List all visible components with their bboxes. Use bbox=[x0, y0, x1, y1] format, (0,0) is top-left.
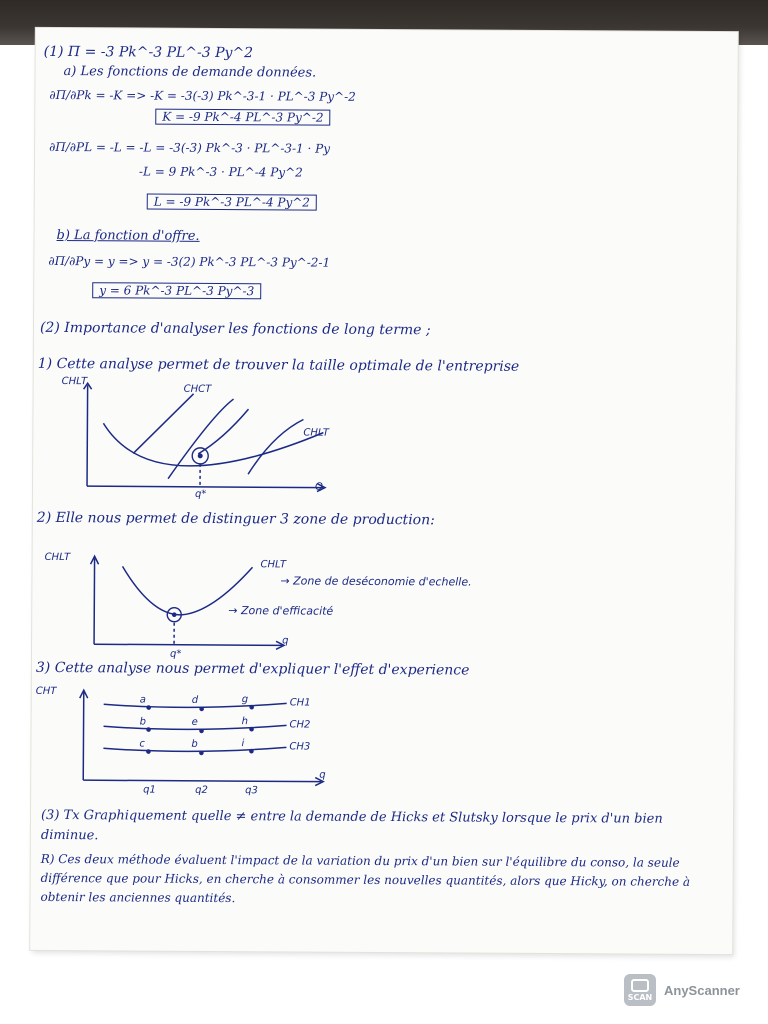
g3-curve-label-3: CH3 bbox=[289, 741, 311, 753]
g3-x-tick-q2: q2 bbox=[195, 784, 208, 796]
q2-point1: 1) Cette analyse permet de trouver la taille optimale de l'entreprise bbox=[37, 355, 520, 375]
q1-b-title: b) La fonction d'offre. bbox=[56, 227, 200, 244]
g1-srac-curve-2 bbox=[168, 399, 233, 479]
q3-answer: R) Ces deux méthode évaluent l'impact de la variation du prix d'un bien sur l'équilibre du conso, la seule différence que pour Hicks, en cherche à consommer les nouvelles quantités, alors que Hicky, on cherche à obtenir les anciennes quantités. bbox=[40, 851, 691, 906]
g3-x-tick-q3: q3 bbox=[245, 785, 258, 797]
g2-x-label: q bbox=[282, 635, 289, 647]
g3-point-label-i: i bbox=[241, 738, 245, 750]
q2-point3: 3) Cette analyse nous permet d'expliquer l'effet d'experience bbox=[35, 659, 470, 679]
g1-x-label: Q bbox=[314, 481, 323, 493]
g1-average-cost-graph bbox=[73, 383, 354, 515]
g2-zone-efficiency: → Zone d'efficacité bbox=[228, 604, 334, 618]
g2-y-label: CHLT bbox=[44, 551, 71, 564]
g3-point-label-c: c bbox=[139, 738, 145, 750]
q1-a-line3: -L = 9 Pk^-3 · PL^-4 Py^2 bbox=[138, 164, 303, 180]
q1-b-box: y = 6 Pk^-3 PL^-3 Py^-3 bbox=[92, 282, 261, 299]
g3-x-label: q bbox=[319, 769, 326, 781]
brand-name: AnyScanner bbox=[664, 982, 740, 998]
q1-b-line1: ∂Π/∂Py = y => y = -3(2) Pk^-3 PL^-3 Py^-2-1 bbox=[48, 253, 331, 270]
q2-point2: 2) Elle nous permet de distinguer 3 zone de production: bbox=[36, 509, 435, 529]
g3-point-label-b: b bbox=[139, 716, 146, 728]
g1-curve-top-label: CHCT bbox=[183, 383, 212, 395]
g3-y-axis bbox=[83, 692, 84, 780]
g3-point-b2 bbox=[199, 751, 204, 756]
g1-lrac-curve bbox=[103, 423, 323, 466]
q1-a-line2: ∂Π/∂PL = -L = -L = -3(-3) Pk^-3 · PL^-3-1 · Py bbox=[49, 139, 331, 156]
handwritten-page bbox=[30, 28, 738, 954]
q1-header: (1) Π = -3 Pk^-3 PL^-3 Py^2 bbox=[43, 43, 254, 62]
q2-header: (2) Importance d'analyser les fonctions de long terme ; bbox=[39, 319, 431, 339]
g1-x-axis bbox=[87, 486, 323, 487]
g3-point-label-g: g bbox=[241, 694, 249, 706]
g2-y-axis bbox=[94, 558, 95, 644]
g3-point-e bbox=[199, 729, 204, 734]
scan-camera-icon bbox=[624, 974, 656, 1006]
g3-point-a bbox=[146, 705, 151, 710]
q1-a-box2: L = -9 Pk^-3 PL^-4 Py^2 bbox=[147, 194, 317, 211]
g3-point-label-d: d bbox=[191, 694, 199, 706]
g2-x-axis bbox=[94, 644, 282, 645]
g3-x-axis bbox=[83, 780, 321, 781]
anyscanner-watermark bbox=[624, 974, 740, 1006]
g3-point-label-b2: b bbox=[191, 738, 198, 750]
g3-point-c bbox=[146, 749, 151, 754]
scan-icon-text: SCAN bbox=[627, 992, 653, 1002]
g3-point-h bbox=[249, 727, 254, 732]
g3-point-b bbox=[146, 727, 151, 732]
g1-srac-curve-1 bbox=[133, 393, 193, 453]
q1-a-line1: ∂Π/∂Pk = -K => -K = -3(-3) Pk^-3-1 · PL^-3 Py^-2 bbox=[49, 87, 356, 104]
g1-srac-curve-3 bbox=[198, 409, 248, 454]
g3-curve-label-1: CH1 bbox=[289, 697, 311, 709]
g3-point-g bbox=[249, 705, 254, 710]
g2-q-star: q* bbox=[169, 648, 182, 660]
g1-optimum-point bbox=[198, 453, 203, 458]
g1-srac-curve-4 bbox=[248, 419, 303, 474]
g1-y-label: CHLT bbox=[61, 376, 88, 388]
q3-header: (3) Tx Graphiquement quelle ≠ entre la demande de Hicks et Slutsky lorsque le prix d'un bien diminue. bbox=[40, 807, 663, 844]
q1-a-box1: K = -9 Pk^-4 PL^-3 Py^-2 bbox=[155, 109, 330, 126]
g3-point-label-h: h bbox=[241, 716, 248, 728]
g2-optimum-point bbox=[172, 612, 177, 617]
q1-a-title: a) Les fonctions de demande données. bbox=[63, 64, 317, 81]
g3-curve-label-2: CH2 bbox=[289, 719, 311, 731]
g3-point-label-a: a bbox=[139, 694, 146, 706]
g3-point-label-e: e bbox=[191, 716, 198, 728]
g2-zone-diseconomy: → Zone de deséconomie d'echelle. bbox=[280, 574, 472, 589]
g3-point-d bbox=[199, 707, 204, 712]
g1-curve-right-label: CHLT bbox=[303, 427, 329, 439]
g1-q-star: q* bbox=[194, 488, 207, 500]
g2-curve-label: CHLT bbox=[260, 559, 287, 571]
g3-x-tick-q1: q1 bbox=[143, 784, 156, 796]
g3-point-i bbox=[249, 749, 254, 754]
g1-y-axis bbox=[87, 385, 88, 486]
g3-y-label: CHT bbox=[35, 685, 57, 698]
